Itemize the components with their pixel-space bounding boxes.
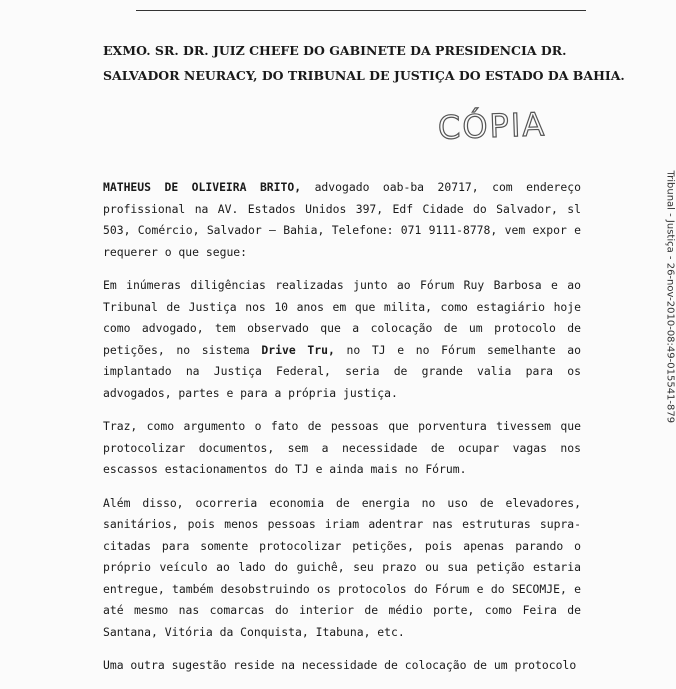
drive-tru-term: Drive Tru, xyxy=(261,342,335,357)
intro-text: advogado oab-ba 20717, com endereço profissional na AV. Estados Unidos 397, Edf Cidade do Salvador, sl 503, Comércio, Salvador – Bahia, Telefone: 071 9111-8778, vem expor e requerer o que segue: xyxy=(103,180,581,259)
paragraph-3: Além disso, ocorreria economia de energia no uso de elevadores, sanitários, pois menos pessoas iriam adentrar nas estruturas supra-citadas para somente protocolizar petições, pois apenas parando o próprio veículo ao lado do guichê, seu prazo ou sua petição estaria entregue, também desobstruindo os protocolos do Fórum e do SECOMJE, e até mesmo nas comarcas do interior de médio porte, como Feira de Santana, Vitória da Conquista, Itabuna, etc. xyxy=(103,495,581,639)
paragraph-2: Traz, como argumento o fato de pessoas que porventura tivessem que protocolizar documentos, sem a necessidade de ocupar vagas nos escassos estacionamentos do TJ e ainda mais no Fórum. xyxy=(103,419,581,476)
petitioner-name: MATHEUS DE OLIVEIRA BRITO, xyxy=(103,180,302,194)
addressee-heading xyxy=(103,38,625,88)
heading-line-2: SALVADOR NEURACY, DO TRIBUNAL DE JUSTIÇA DO ESTADO DA BAHIA. xyxy=(103,68,625,83)
paragraph-1-after: no TJ e no Fórum semelhante ao implantado na Justiça Federal, seria de grande valia para os advogados, partes e para a própria justiça. xyxy=(103,342,582,400)
intro-paragraph xyxy=(103,177,581,263)
paragraph-1 xyxy=(103,275,581,404)
heading-line-1: EXMO. SR. DR. JUIZ CHEFE DO GABINETE DA PRESIDENCIA DR. xyxy=(103,43,567,58)
paragraph-1-before: Em inúmeras diligências realizadas junto ao Fórum Ruy Barbosa e ao Tribunal de Justiça nos 10 anos em que milita, como estagiário hoje como advogado, tem observado que a colocação de um protocolo de petições, no sistema xyxy=(103,278,581,357)
top-rule xyxy=(136,10,586,11)
document-body xyxy=(103,177,581,689)
paragraph-4: Uma outra sugestão reside na necessidade de colocação de um protocolo xyxy=(103,658,577,672)
copy-stamp: CÓPIA xyxy=(437,105,547,147)
protocol-margin-stamp: Tribunal - Justiça - 26-nov-2010-08:49-015541-879 xyxy=(664,170,676,424)
